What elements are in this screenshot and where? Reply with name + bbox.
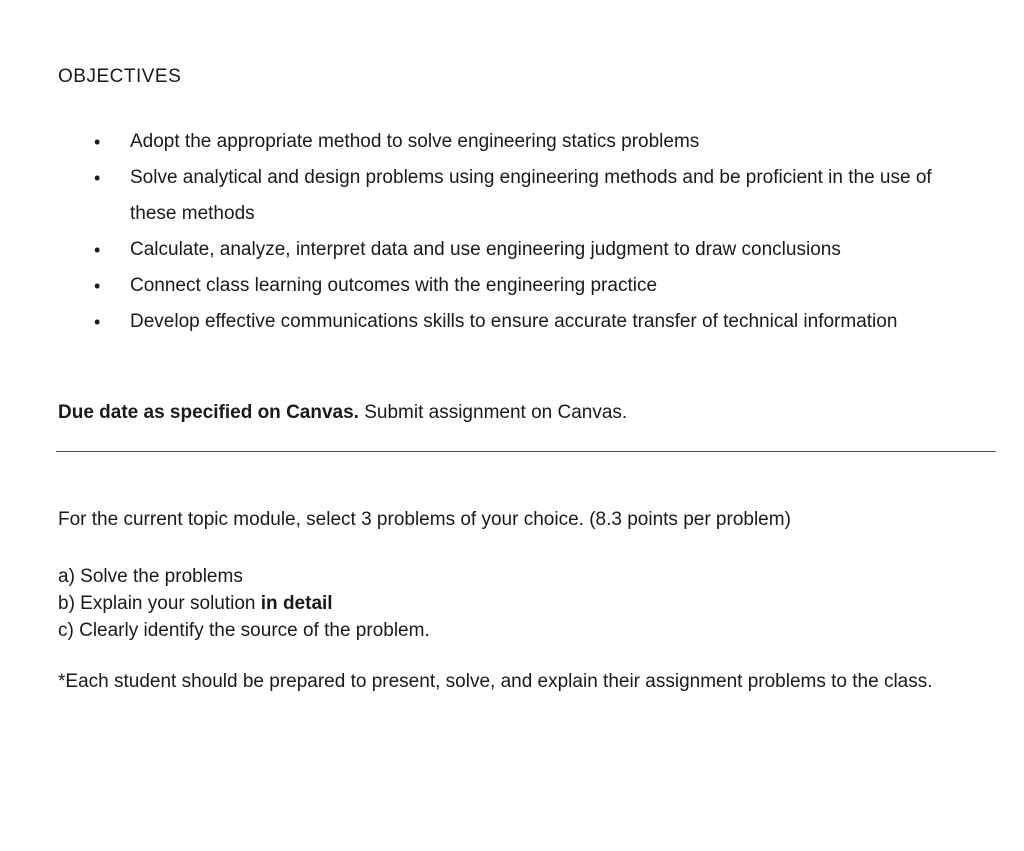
due-date-bold: Due date as specified on Canvas.	[58, 402, 359, 423]
objectives-heading: OBJECTIVES	[58, 66, 182, 87]
step-c: c) Clearly identify the source of the problem.	[58, 620, 430, 641]
step-b	[58, 590, 430, 617]
objective-item	[0, 268, 1024, 304]
objective-text: Calculate, analyze, interpret data and use engineering judgment to draw conclusions	[130, 239, 841, 260]
bullet-icon: •	[94, 132, 101, 152]
objective-text: Connect class learning outcomes with the engineering practice	[130, 275, 658, 296]
step-a: a) Solve the problems	[58, 566, 243, 587]
assignment-steps	[58, 563, 430, 644]
objective-text: Solve analytical and design problems using engineering methods and be proficient in the use of these methods	[130, 167, 932, 224]
presentation-note: *Each student should be prepared to present, solve, and explain their assignment problems to the class.	[58, 671, 933, 692]
objective-item	[0, 160, 1024, 232]
due-date-rest: Submit assignment on Canvas.	[358, 402, 628, 423]
horizontal-divider	[56, 451, 996, 452]
assignment-intro: For the current topic module, select 3 problems of your choice. (8.3 points per problem)	[58, 509, 791, 530]
objective-text: Develop effective communications skills to ensure accurate transfer of technical information	[130, 311, 898, 332]
objective-item	[0, 232, 1024, 268]
objectives-list	[0, 124, 1024, 340]
objective-item	[0, 304, 1024, 340]
objective-text: Adopt the appropriate method to solve engineering statics problems	[130, 131, 700, 152]
bullet-icon: •	[94, 168, 101, 188]
step-b-bold: in detail	[260, 593, 333, 614]
due-date-line	[58, 402, 627, 424]
bullet-icon: •	[94, 276, 101, 296]
bullet-icon: •	[94, 240, 101, 260]
step-b-text: b) Explain your solution	[58, 593, 261, 614]
objective-item	[0, 124, 1024, 160]
bullet-icon: •	[94, 312, 101, 332]
